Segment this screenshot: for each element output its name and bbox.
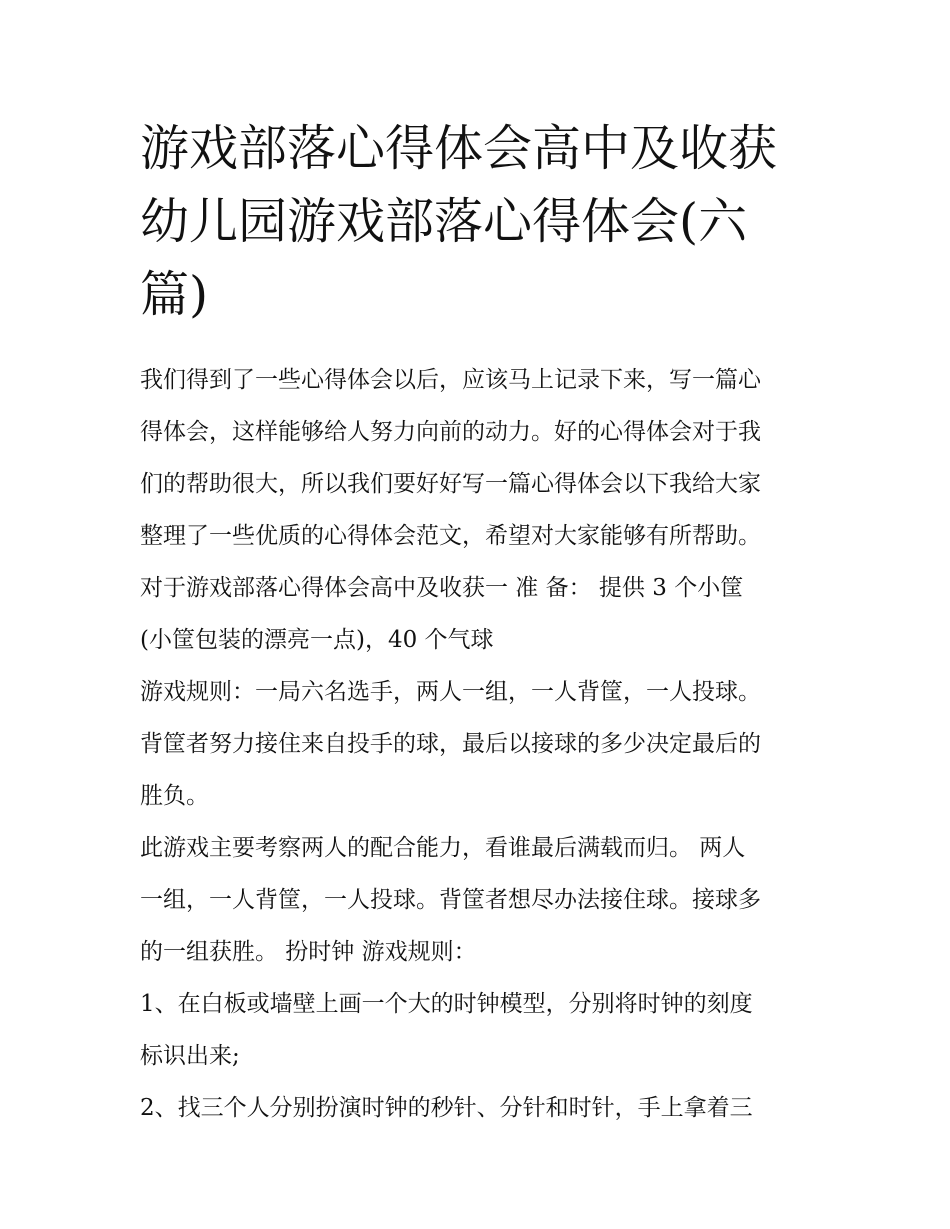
title-line: 游戏部落心得体会高中及收获	[140, 120, 778, 177]
body-line: 1、在白板或墙壁上画一个大的时钟模型，分别将时钟的刻度	[140, 991, 753, 1017]
document-body	[140, 354, 820, 1134]
body-line: 一组，一人背筐，一人投球。背筐者想尽办法接住球。接球多	[140, 887, 761, 913]
body-line: 背筐者努力接住来自投手的球，最后以接球的多少决定最后的	[140, 731, 761, 757]
body-line: 此游戏主要考察两人的配合能力，看谁最后满载而归。 两人	[140, 835, 746, 861]
title-line: 幼儿园游戏部落心得体会(六	[140, 193, 748, 250]
body-line: 游戏规则：一局六名选手，两人一组，一人背筐，一人投球。	[140, 679, 761, 705]
body-line: 的一组获胜。 扮时钟 游戏规则：	[140, 939, 477, 965]
body-line: 得体会，这样能够给人努力向前的动力。好的心得体会对于我	[140, 419, 761, 445]
body-line: 我们得到了一些心得体会以后，应该马上记录下来，写一篇心	[140, 367, 761, 393]
body-line: 标识出来;	[140, 1043, 240, 1069]
body-line: 们的帮助很大，所以我们要好好写一篇心得体会以下我给大家	[140, 471, 761, 497]
body-line: 2、找三个人分别扮演时钟的秒针、分针和时针，手上拿着三	[140, 1095, 753, 1121]
body-line: (小筐包装的漂亮一点)，40 个气球	[140, 627, 494, 653]
document-title	[140, 112, 820, 331]
title-line: 篇)	[140, 266, 209, 323]
body-line: 对于游戏部落心得体会高中及收获一 准 备： 提供 3 个小筐	[140, 575, 744, 601]
body-line: 胜负。	[140, 783, 209, 809]
body-line: 整理了一些优质的心得体会范文，希望对大家能够有所帮助。	[140, 523, 761, 549]
